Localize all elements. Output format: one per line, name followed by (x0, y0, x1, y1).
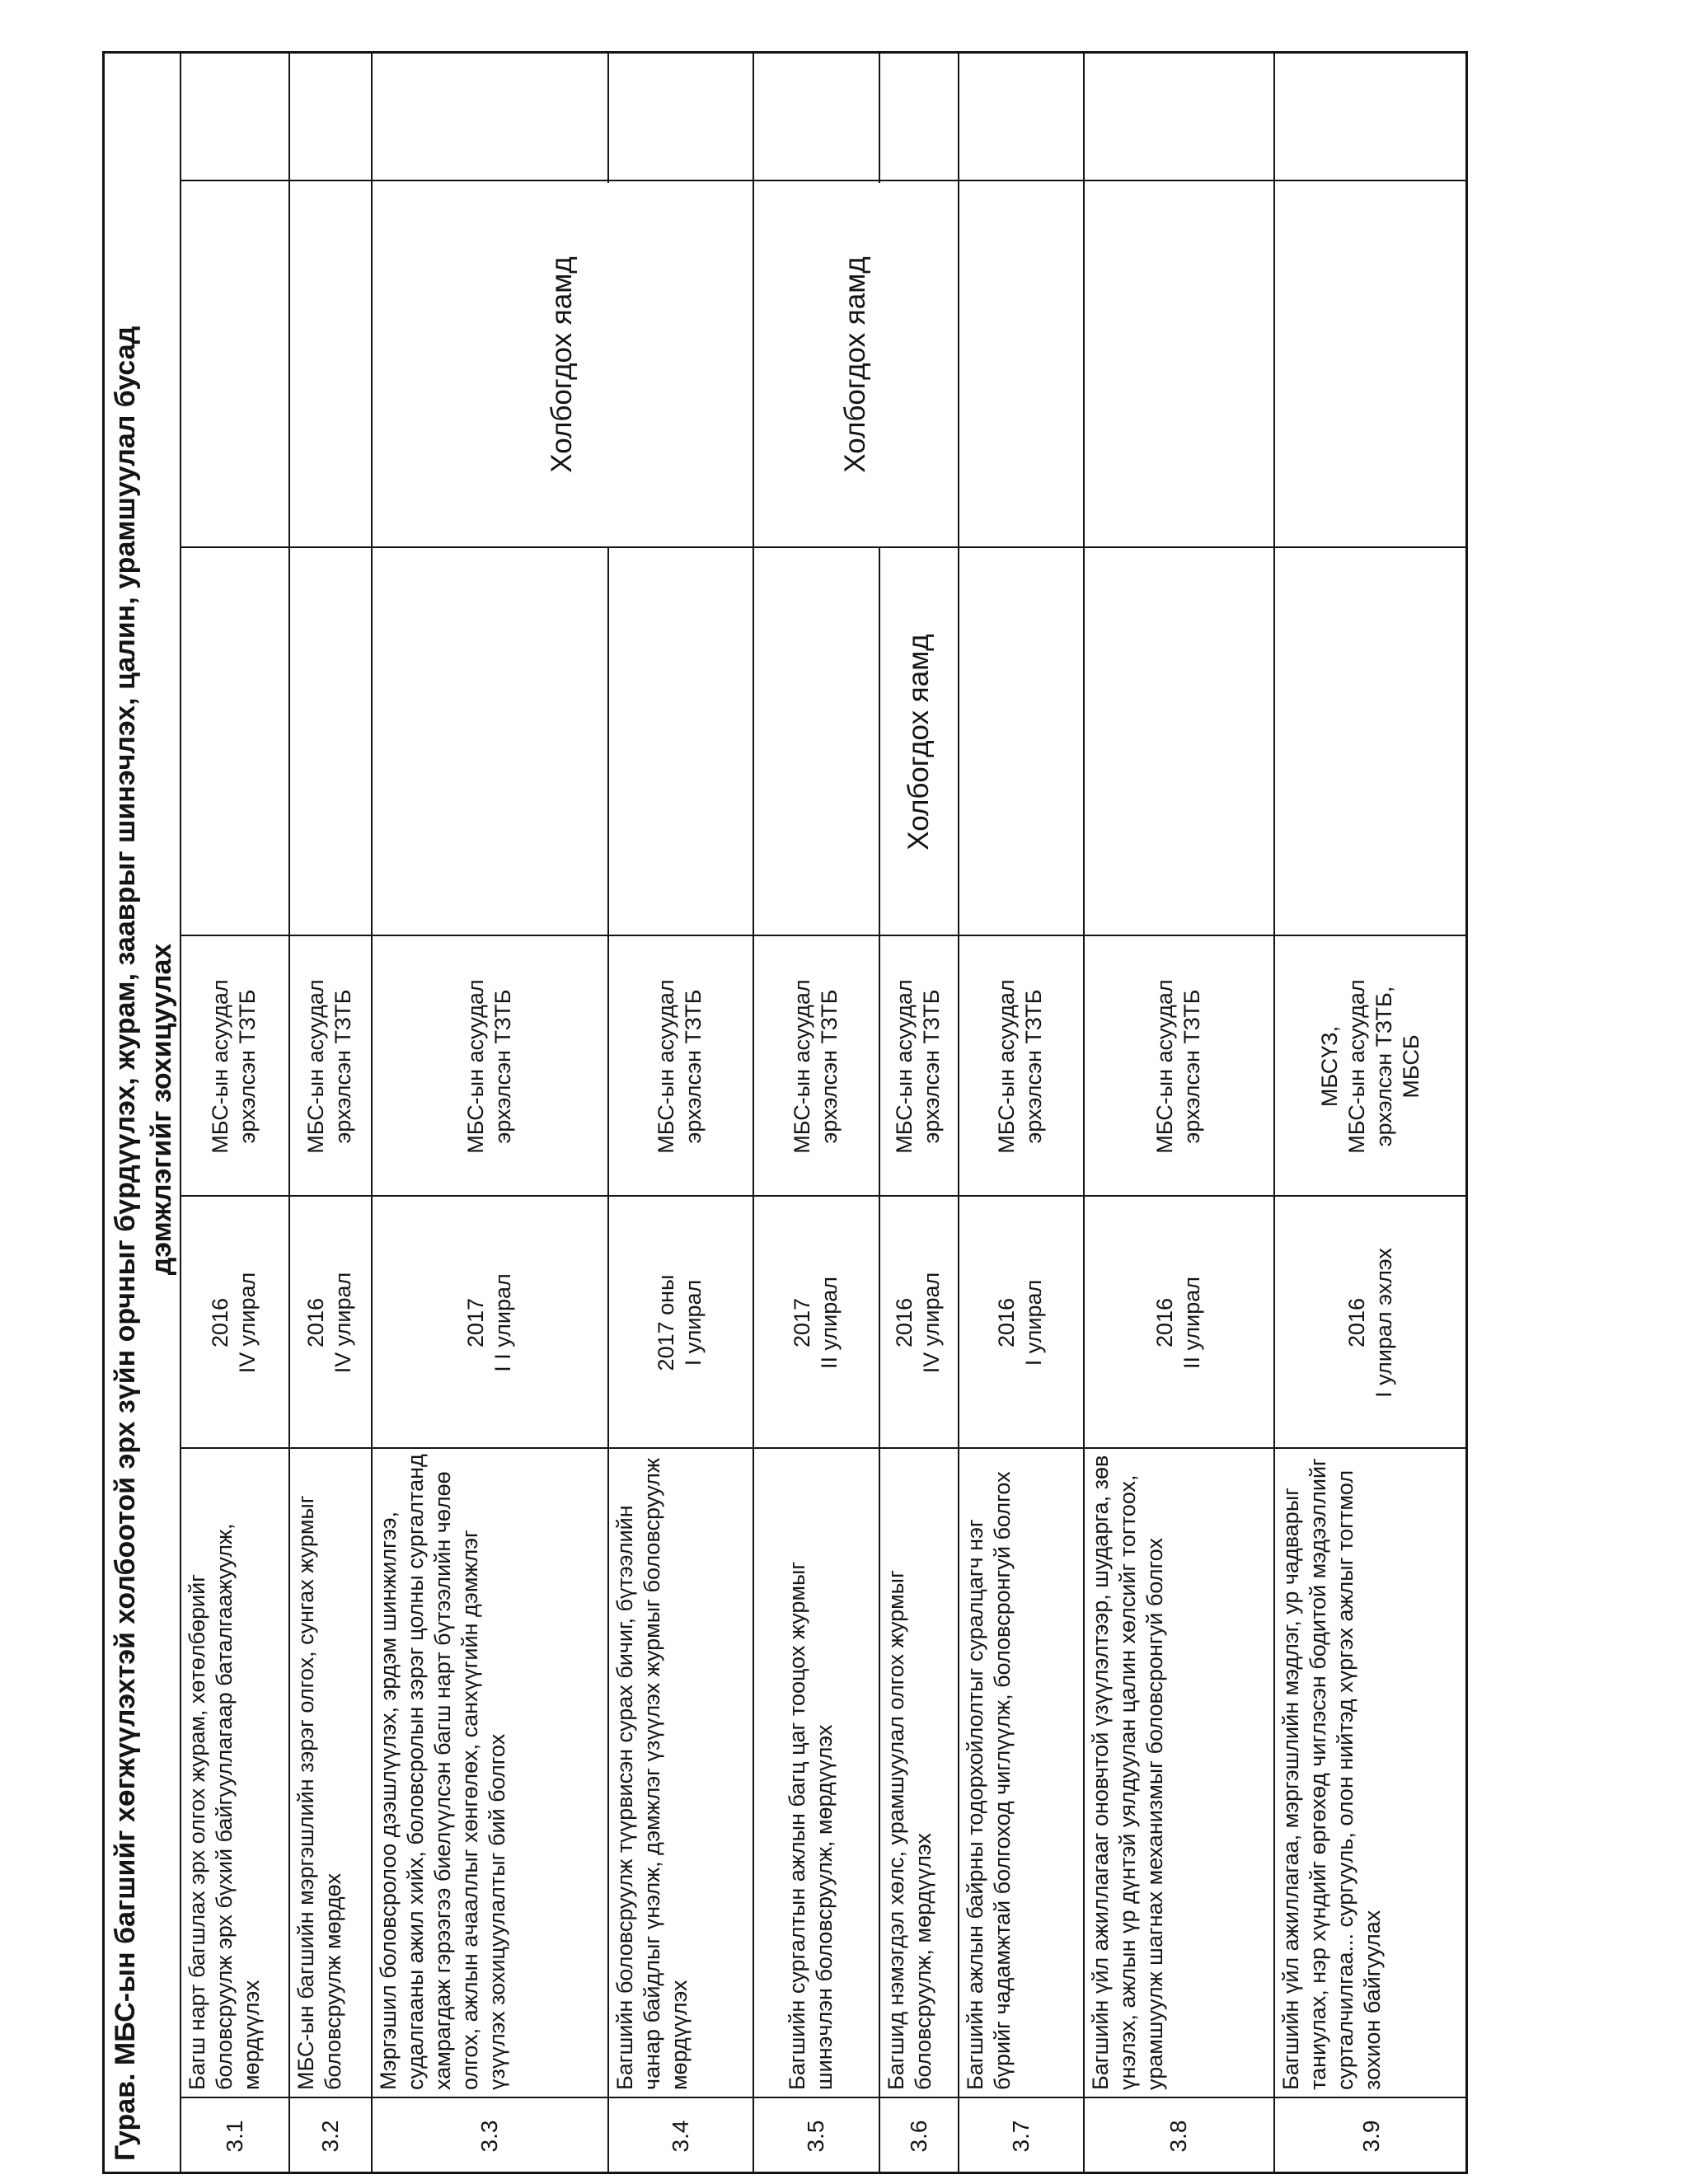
row-number: 3.2 (316, 2120, 343, 2153)
activity-text: Багшийн үйл ажиллагааг оновчтой үзүүлэлтээр, шударга, зөв үнэлэх, ажлын үр дүнтэй уялдуулан цалин хөлсийг тогтоох, урамшуулж шагнах механизмыг боловсронгуй болгох (1088, 1455, 1167, 2090)
row-number: 3.7 (1007, 2120, 1034, 2153)
row-number: 3.8 (1165, 2120, 1191, 2153)
deadline: 2016 IV улирал (892, 1272, 944, 1374)
deadline: 2016 I улирал (994, 1279, 1046, 1366)
merged-related-ministries: Холбогдох яамд (839, 256, 871, 473)
row-number: 3.1 (221, 2120, 247, 2153)
responsible-org: МБС-ын асуудал эрхэлсэн ТЗТБ (303, 979, 355, 1154)
section-title-line-1: Гурав. МБС-ын багшийг хөгжүүлэхтэй холбоотой эрх зүйн орчныг бүрдүүлэх, журам, зааврыг шинэчлэх, цалин, урамшуулал бусад (110, 326, 141, 2161)
row-number: 3.5 (803, 2120, 828, 2153)
responsible-org: МБС-ын асуудал эрхэлсэн ТЗТБ (994, 979, 1046, 1154)
merged-related-ministries: Холбогдох яамд (902, 634, 935, 851)
merge-mask (877, 183, 881, 546)
activity-text: Багшийн ажлын байрны тодорхойлолтыг суралцагч нэг бүрийг чадамжтай болгоход чиглүүлж, боловсронгуй болгох (963, 1471, 1015, 2090)
responsible-org: МБСҮЗ, МБС-ын асуудал эрхэлсэн ТЗТБ, МБСБ (1317, 979, 1423, 1154)
row-number: 3.6 (905, 2120, 931, 2153)
activity-text: Багшийн үйл ажиллагаа, мэргэшлийн мэдлэг, ур чадварыг таниулах, нэр хүндийг өргөхөд чиглэсэн бодитой мэдээллийг сурталчилгаа... сургууль, олон нийтэд хүргэх ажлыг тогтмол зохион байгуулах (1278, 1458, 1385, 2090)
responsible-org: МБС-ын асуудал эрхэлсэн ТЗТБ (892, 979, 944, 1154)
deadline: 2016 IV улирал (303, 1272, 355, 1374)
responsible-org: МБС-ын асуудал эрхэлсэн ТЗТБ (789, 979, 842, 1154)
section-title (104, 51, 180, 2174)
activity-text: Багш нарт багшлах эрх олгох журам, хөтөлбөрийг боловсруулж эрх бүхий байгууллагаар баталгаажуулж, мөрдүүлэх (185, 1523, 264, 2090)
deadline: 2017 оны I улирал (654, 1274, 706, 1371)
responsible-org: МБС-ын асуудал эрхэлсэн ТЗТБ (462, 979, 515, 1154)
row-number: 3.4 (667, 2120, 693, 2153)
activity-text: МБС-ын багшийн мэргэшлийн зэрэг олгох, сунгах журмыг боловсруулж мөрдөх (293, 1495, 345, 2090)
activity-text: Багшийн боловсруулж түүрвисэн сурах бичиг, бүтээлийн чанар байдлыг үнэлж, дэмжлэг үзүүлэх журмыг боловсруулж мөрдүүлэх (612, 1458, 692, 2090)
activity-text: Багшийн сургалтын ажлын багц цаг тооцох журмыг шинэчлэн боловсруулж, мөрдүүлэх (785, 1561, 837, 2090)
activity-text: Багшид нэмэгдэл хөлс, урамшуулал олгох журмыг боловсруулж, мөрдүүлэх (884, 1570, 935, 2090)
responsible-org: МБС-ын асуудал эрхэлсэн ТЗТБ (208, 979, 260, 1154)
deadline: 2017 II улирал (789, 1276, 842, 1370)
deadline: 2016 I улирал эхлэх (1344, 1248, 1396, 1398)
section-title-line-2: дэмжлэгийг зохицуулах (146, 943, 177, 1276)
merge-mask (606, 183, 610, 546)
deadline: 2016 IV улирал (208, 1272, 260, 1374)
row-number: 3.3 (476, 2120, 502, 2153)
activity-text: Мэргэшил боловсролоо дээшлүүлэх, эрдэм шинжилгээ, судалгааны ажил хийх, боловсролын зэрэг цолны сургалтанд хамрагдаж гэрээгээ биелүүлсэн багш нарт бүтээлийн чөлөө олгох, ажлын ачааллыг хөнгөлөх, санхүүгийн дэмжлэг үзүүлэх зохицуулалтыг бий болгох (376, 1454, 509, 2090)
merged-related-ministries: Холбогдох яамд (546, 256, 578, 473)
deadline: 2016 II улирал (1151, 1276, 1204, 1370)
responsible-org: МБС-ын асуудал эрхэлсэн ТЗТБ (1151, 979, 1204, 1154)
deadline: 2017 I I улирал (462, 1273, 515, 1372)
responsible-org: МБС-ын асуудал эрхэлсэн ТЗТБ (654, 979, 706, 1154)
row-number: 3.9 (1357, 2120, 1384, 2153)
